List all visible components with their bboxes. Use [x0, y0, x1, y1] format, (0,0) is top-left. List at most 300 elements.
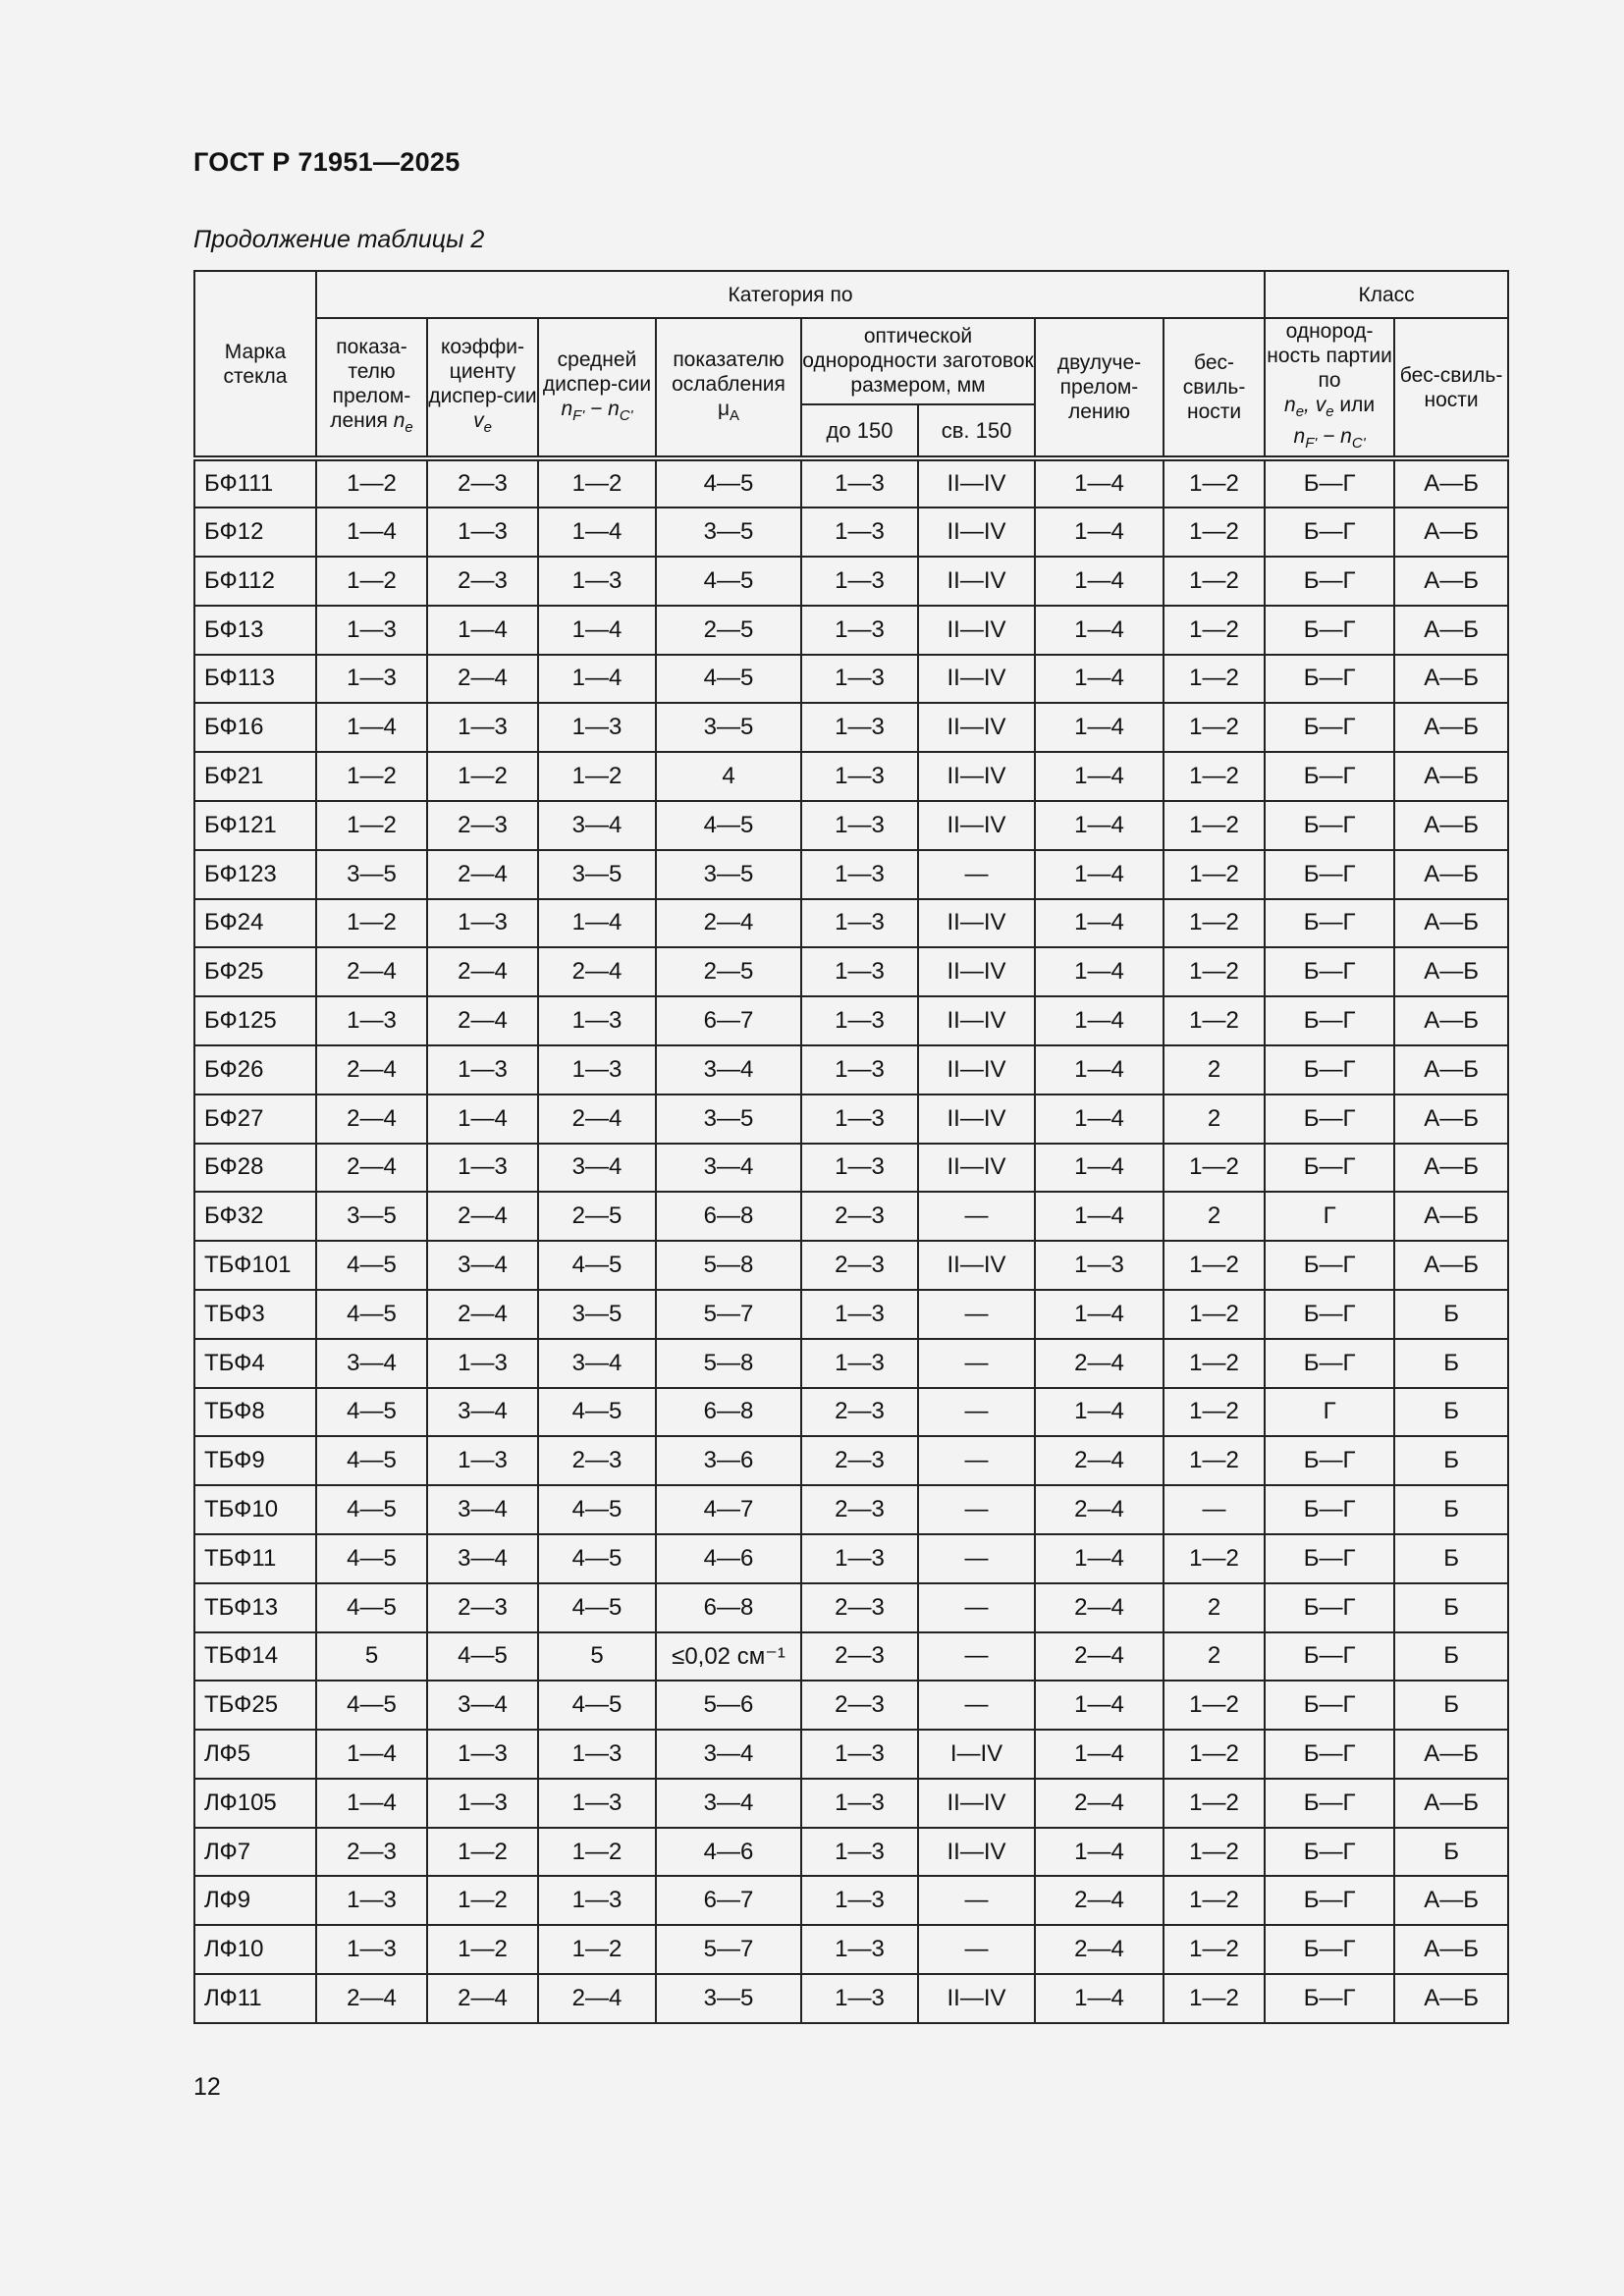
table-cell: Б—Г [1265, 1045, 1394, 1095]
table-cell: 3—4 [656, 1144, 801, 1193]
table-cell: 4—5 [427, 1632, 538, 1682]
table-cell: 4—5 [656, 458, 801, 507]
table-cell: Б—Г [1265, 1339, 1394, 1388]
table-cell: — [918, 1876, 1035, 1925]
table-body [194, 458, 1508, 2023]
table-cell: II—IV [918, 557, 1035, 606]
table-cell: А—Б [1394, 703, 1508, 752]
table-cell: 4—6 [656, 1534, 801, 1583]
table-cell: 1—4 [1035, 1290, 1164, 1339]
table-cell: Б—Г [1265, 606, 1394, 655]
table-cell: 1—2 [316, 557, 427, 606]
table-cell: 1—4 [1035, 947, 1164, 996]
table-cell: А—Б [1394, 1876, 1508, 1925]
table-cell: 1—2 [1164, 801, 1265, 850]
glass-brand-cell: ЛФ9 [194, 1876, 316, 1925]
table-cell: 1—3 [538, 703, 656, 752]
table-cell: 1—2 [427, 1925, 538, 1974]
table-cell: 1—3 [427, 1045, 538, 1095]
table-cell: 1—3 [427, 1779, 538, 1828]
glass-brand-cell: БФ24 [194, 899, 316, 948]
table-cell: А—Б [1394, 996, 1508, 1045]
table-cell: 1—4 [427, 1095, 538, 1144]
table-cell: 1—2 [1164, 507, 1265, 557]
glass-brand-cell: ТБФ101 [194, 1241, 316, 1290]
table-cell: 2—5 [656, 947, 801, 996]
table-cell: Г [1265, 1388, 1394, 1437]
table-cell: 4—5 [538, 1681, 656, 1730]
table-cell: Б—Г [1265, 1241, 1394, 1290]
table-cell: 2—4 [1035, 1779, 1164, 1828]
table-cell: Б—Г [1265, 557, 1394, 606]
table-cell: 1—3 [801, 507, 918, 557]
table-cell: 1—4 [1035, 1828, 1164, 1877]
glass-brand-cell: БФ123 [194, 850, 316, 899]
table-cell: Б—Г [1265, 1632, 1394, 1682]
table-cell: 2—4 [1035, 1583, 1164, 1632]
table-cell: 2—3 [801, 1583, 918, 1632]
table-cell: 4—5 [316, 1681, 427, 1730]
table-cell: 2—4 [316, 1045, 427, 1095]
table-cell: 5 [538, 1632, 656, 1682]
table-cell: Б [1394, 1290, 1508, 1339]
table-cell: 4—5 [656, 801, 801, 850]
table-cell: 1—3 [801, 1876, 918, 1925]
table-cell: II—IV [918, 1241, 1035, 1290]
table-row [194, 1876, 1508, 1925]
table-cell: 1—3 [427, 1339, 538, 1388]
table-cell: ≤0,02 см⁻¹ [656, 1632, 801, 1682]
table-cell: 1—2 [316, 752, 427, 801]
table-cell: 1—3 [427, 507, 538, 557]
table-cell: 1—4 [538, 655, 656, 704]
table-cell: Б—Г [1265, 1095, 1394, 1144]
table-cell: 4—5 [656, 557, 801, 606]
table-cell: 3—4 [538, 1144, 656, 1193]
table-cell: II—IV [918, 1974, 1035, 2023]
table-cell: 1—2 [1164, 899, 1265, 948]
document-title: ГОСТ Р 71951—2025 [193, 147, 460, 177]
glass-brand-cell: БФ27 [194, 1095, 316, 1144]
table-cell: А—Б [1394, 1241, 1508, 1290]
table-cell: Б—Г [1265, 1290, 1394, 1339]
table-cell: 1—4 [1035, 1095, 1164, 1144]
table-cell: 1—2 [1164, 1534, 1265, 1583]
table-cell: — [918, 1290, 1035, 1339]
table-cell: II—IV [918, 1045, 1035, 1095]
table-row [194, 1974, 1508, 2023]
table-cell: 4—5 [316, 1485, 427, 1534]
table-cell: 5—8 [656, 1241, 801, 1290]
header-bubbles: бес-свиль-ности [1164, 318, 1265, 458]
table-cell: 4 [656, 752, 801, 801]
table-cell: 1—3 [427, 1144, 538, 1193]
table-row [194, 1290, 1508, 1339]
glass-brand-cell: БФ113 [194, 655, 316, 704]
table-cell: 1—4 [1035, 801, 1164, 850]
table-cell: 1—3 [801, 1779, 918, 1828]
table-cell: Г [1265, 1192, 1394, 1241]
table-cell: Б—Г [1265, 1485, 1394, 1534]
header-attenuation: показателю ослабления $\mu_A$ [656, 318, 801, 458]
table-cell: Б [1394, 1388, 1508, 1437]
table-cell: 1—2 [1164, 1241, 1265, 1290]
table-cell: 1—2 [1164, 1388, 1265, 1437]
table-cell: 2 [1164, 1632, 1265, 1682]
table-cell: 2—4 [427, 1974, 538, 2023]
table-cell: 4—5 [538, 1534, 656, 1583]
table-caption: Продолжение таблицы 2 [193, 226, 485, 253]
table-cell: 1—3 [801, 801, 918, 850]
table-cell: 1—3 [538, 1045, 656, 1095]
table-cell: II—IV [918, 606, 1035, 655]
glass-brand-cell: БФ121 [194, 801, 316, 850]
table-cell: 1—3 [316, 996, 427, 1045]
table-cell: 1—3 [538, 1779, 656, 1828]
table-cell: 3—5 [656, 850, 801, 899]
table-cell: 3—4 [427, 1241, 538, 1290]
table-row [194, 1632, 1508, 1682]
table-cell: А—Б [1394, 1925, 1508, 1974]
glass-brand-cell: БФ16 [194, 703, 316, 752]
table-cell: 2—4 [316, 1974, 427, 2023]
glass-brand-cell: ТБФ11 [194, 1534, 316, 1583]
table-cell: 1—3 [801, 606, 918, 655]
table-cell: 1—4 [1035, 606, 1164, 655]
table-row [194, 850, 1508, 899]
glass-brand-cell: БФ112 [194, 557, 316, 606]
table-cell: 3—4 [538, 801, 656, 850]
table-row [194, 557, 1508, 606]
table-cell: 3—4 [656, 1045, 801, 1095]
table-cell: 1—2 [1164, 1876, 1265, 1925]
table-cell: — [918, 1925, 1035, 1974]
table-cell: 1—2 [1164, 1828, 1265, 1877]
table-cell: — [918, 1436, 1035, 1485]
table-row [194, 947, 1508, 996]
table-cell: А—Б [1394, 801, 1508, 850]
table-cell: Б—Г [1265, 703, 1394, 752]
table-cell: I—IV [918, 1730, 1035, 1779]
table-cell: 1—3 [801, 1828, 918, 1877]
table-cell: II—IV [918, 801, 1035, 850]
table-row [194, 1144, 1508, 1193]
table-cell: 2—4 [1035, 1485, 1164, 1534]
table-cell: 2—4 [1035, 1876, 1164, 1925]
table-row [194, 1534, 1508, 1583]
table-cell: 1—4 [316, 1730, 427, 1779]
header-birefringence: двулуче-прелом-лению [1035, 318, 1164, 458]
page-number: 12 [193, 2073, 221, 2101]
table-row [194, 1681, 1508, 1730]
table-cell: 3—4 [427, 1485, 538, 1534]
table-cell: 1—3 [316, 1925, 427, 1974]
table-cell: Б—Г [1265, 947, 1394, 996]
table-cell: 4—5 [316, 1583, 427, 1632]
table-row [194, 458, 1508, 507]
table-cell: 6—7 [656, 1876, 801, 1925]
table-cell: 4—5 [538, 1583, 656, 1632]
table-row [194, 655, 1508, 704]
table-cell: 1—2 [1164, 1730, 1265, 1779]
table-cell: — [918, 1388, 1035, 1437]
table-row [194, 996, 1508, 1045]
table-cell: 1—2 [1164, 703, 1265, 752]
table-cell: 2—3 [801, 1436, 918, 1485]
table-cell: 2—4 [316, 1144, 427, 1193]
table-cell: 1—3 [801, 752, 918, 801]
table-cell: 1—3 [316, 655, 427, 704]
table-cell: А—Б [1394, 1045, 1508, 1095]
glass-brand-cell: ТБФ8 [194, 1388, 316, 1437]
glass-brand-cell: ТБФ13 [194, 1583, 316, 1632]
table-cell: 2—4 [427, 1290, 538, 1339]
table-cell: 4—5 [316, 1388, 427, 1437]
glass-brand-cell: БФ125 [194, 996, 316, 1045]
table-cell: 1—2 [316, 801, 427, 850]
table-cell: 1—4 [316, 507, 427, 557]
table-cell: А—Б [1394, 899, 1508, 948]
glass-brand-cell: ТБФ14 [194, 1632, 316, 1682]
table-cell: — [918, 1681, 1035, 1730]
table-row [194, 1925, 1508, 1974]
table-cell: 1—2 [316, 899, 427, 948]
glass-spec-table [193, 270, 1509, 2024]
table-cell: 2—4 [538, 1095, 656, 1144]
table-cell: 2—3 [427, 557, 538, 606]
glass-brand-cell: БФ32 [194, 1192, 316, 1241]
table-cell: А—Б [1394, 947, 1508, 996]
table-cell: 3—5 [656, 507, 801, 557]
table-cell: Б [1394, 1485, 1508, 1534]
glass-brand-cell: ЛФ105 [194, 1779, 316, 1828]
table-cell: 1—4 [1035, 1974, 1164, 2023]
table-cell: II—IV [918, 1828, 1035, 1877]
table-cell: 1—2 [1164, 1436, 1265, 1485]
table-cell: 1—4 [1035, 507, 1164, 557]
table-cell: II—IV [918, 1144, 1035, 1193]
table-cell: — [918, 1485, 1035, 1534]
table-row [194, 507, 1508, 557]
table-cell: 2—3 [801, 1241, 918, 1290]
table-cell: 2—3 [801, 1388, 918, 1437]
table-cell: Б—Г [1265, 1925, 1394, 1974]
table-cell: II—IV [918, 996, 1035, 1045]
table-cell: 1—2 [538, 1828, 656, 1877]
table-cell: 1—2 [1164, 1779, 1265, 1828]
glass-brand-cell: БФ13 [194, 606, 316, 655]
table-cell: Б—Г [1265, 996, 1394, 1045]
table-cell: А—Б [1394, 606, 1508, 655]
table-cell: 1—3 [538, 996, 656, 1045]
header-class-homogeneity: однород-ность партии по $n_e$, $v_e$ или $n_{F'} - n_{C'}$ [1265, 318, 1394, 458]
table-cell: 1—4 [1035, 899, 1164, 948]
table-cell: 1—4 [1035, 1388, 1164, 1437]
table-cell: 3—6 [656, 1436, 801, 1485]
table-cell: 1—2 [1164, 458, 1265, 507]
table-cell: 2—4 [427, 655, 538, 704]
table-cell: 2—3 [427, 458, 538, 507]
table-cell: 1—3 [801, 703, 918, 752]
table-cell: 2 [1164, 1583, 1265, 1632]
glass-brand-cell: ТБФ3 [194, 1290, 316, 1339]
table-cell: 1—2 [1164, 606, 1265, 655]
table-cell: 1—3 [801, 1144, 918, 1193]
glass-brand-cell: ЛФ7 [194, 1828, 316, 1877]
table-row [194, 899, 1508, 948]
table-cell: 3—4 [427, 1388, 538, 1437]
table-cell: 6—7 [656, 996, 801, 1045]
table-cell: 5—7 [656, 1925, 801, 1974]
table-cell: 2—3 [801, 1192, 918, 1241]
table-cell: 4—6 [656, 1828, 801, 1877]
table-cell: 1—3 [427, 1436, 538, 1485]
table-cell: II—IV [918, 947, 1035, 996]
table-cell: 1—4 [1035, 1192, 1164, 1241]
table-row [194, 1095, 1508, 1144]
table-cell: 1—2 [1164, 752, 1265, 801]
table-row [194, 1730, 1508, 1779]
table-cell: 1—2 [316, 458, 427, 507]
table-cell: 1—3 [801, 1974, 918, 2023]
table-cell: 1—2 [1164, 1681, 1265, 1730]
table-cell: Б—Г [1265, 1876, 1394, 1925]
table-cell: — [918, 1192, 1035, 1241]
table-cell: 1—3 [801, 947, 918, 996]
table-cell: — [918, 1632, 1035, 1682]
table-cell: 6—8 [656, 1583, 801, 1632]
table-cell: 3—4 [316, 1339, 427, 1388]
table-cell: 2 [1164, 1095, 1265, 1144]
table-cell: 5 [316, 1632, 427, 1682]
table-cell: Б—Г [1265, 1681, 1394, 1730]
header-homogeneity: оптической однородности заготовок размером, мм [801, 318, 1035, 404]
table-cell: 1—3 [801, 899, 918, 948]
table-cell: 1—4 [1035, 703, 1164, 752]
table-cell: II—IV [918, 1095, 1035, 1144]
table-cell: 4—5 [538, 1241, 656, 1290]
table-cell: 2—3 [427, 1583, 538, 1632]
table-cell: II—IV [918, 703, 1035, 752]
table-cell: 1—3 [801, 1095, 918, 1144]
table-cell: 1—3 [801, 1290, 918, 1339]
table-cell: 1—4 [1035, 557, 1164, 606]
table-row [194, 801, 1508, 850]
table-cell: 2—4 [1035, 1436, 1164, 1485]
table-cell: 2—4 [538, 1974, 656, 2023]
table-cell: 3—5 [656, 703, 801, 752]
table-cell: Б [1394, 1534, 1508, 1583]
table-cell: Б [1394, 1828, 1508, 1877]
table-cell: Б—Г [1265, 655, 1394, 704]
table-cell: 3—4 [656, 1730, 801, 1779]
table-cell: 3—4 [538, 1339, 656, 1388]
table-cell: 1—3 [316, 1876, 427, 1925]
table-cell: А—Б [1394, 507, 1508, 557]
table-cell: А—Б [1394, 1144, 1508, 1193]
table-row [194, 1388, 1508, 1437]
table-cell: 1—3 [801, 1730, 918, 1779]
table-cell: 1—3 [801, 1925, 918, 1974]
table-cell: 1—2 [1164, 557, 1265, 606]
table-cell: 1—2 [427, 752, 538, 801]
table-cell: А—Б [1394, 1095, 1508, 1144]
table-cell: Б—Г [1265, 1583, 1394, 1632]
table-cell: 1—4 [538, 606, 656, 655]
header-over-150: св. 150 [918, 404, 1035, 459]
table-cell: 2—4 [427, 996, 538, 1045]
table-cell: 1—4 [1035, 1534, 1164, 1583]
table-cell: 1—4 [316, 703, 427, 752]
table-cell: Б—Г [1265, 1779, 1394, 1828]
header-class-bubbles: бес-свиль-ности [1394, 318, 1508, 458]
table-cell: 1—4 [1035, 655, 1164, 704]
table-cell: 1—3 [801, 655, 918, 704]
table-cell: 3—4 [656, 1779, 801, 1828]
table-cell: 1—4 [427, 606, 538, 655]
table-cell: 1—3 [1035, 1241, 1164, 1290]
table-cell: 2—4 [656, 899, 801, 948]
table-cell: 1—4 [538, 507, 656, 557]
table-cell: Б—Г [1265, 1436, 1394, 1485]
table-cell: 4—5 [538, 1388, 656, 1437]
table-cell: II—IV [918, 458, 1035, 507]
table-cell: 1—2 [1164, 1144, 1265, 1193]
glass-brand-cell: БФ21 [194, 752, 316, 801]
table-row [194, 752, 1508, 801]
table-cell: 2—5 [656, 606, 801, 655]
table-row [194, 1241, 1508, 1290]
table-cell: 2—4 [1035, 1632, 1164, 1682]
table-cell: 2—3 [316, 1828, 427, 1877]
table-cell: 2—3 [801, 1681, 918, 1730]
table-cell: 6—8 [656, 1192, 801, 1241]
table-cell: 1—2 [427, 1828, 538, 1877]
table-cell: 1—3 [427, 703, 538, 752]
table-cell: 2—5 [538, 1192, 656, 1241]
table-cell: 1—3 [538, 1876, 656, 1925]
table-cell: 3—5 [316, 1192, 427, 1241]
table-cell: 1—4 [1035, 458, 1164, 507]
table-cell: 4—5 [316, 1290, 427, 1339]
table-cell: 1—4 [1035, 1045, 1164, 1095]
header-dispersion-coef: коэффи-циенту диспер-сии $v_e$ [427, 318, 538, 458]
table-cell: 1—2 [1164, 1290, 1265, 1339]
table-row [194, 1583, 1508, 1632]
glass-brand-cell: ЛФ5 [194, 1730, 316, 1779]
table-cell: 3—5 [316, 850, 427, 899]
table-cell: 2—4 [538, 947, 656, 996]
table-cell: А—Б [1394, 458, 1508, 507]
table-cell: 4—7 [656, 1485, 801, 1534]
table-cell: 6—8 [656, 1388, 801, 1437]
table-cell: — [918, 1583, 1035, 1632]
table-cell: 1—3 [538, 1730, 656, 1779]
table-cell: 1—4 [1035, 850, 1164, 899]
table-cell: 2—3 [801, 1632, 918, 1682]
glass-brand-cell: ТБФ25 [194, 1681, 316, 1730]
table-cell: 1—3 [427, 899, 538, 948]
table-cell: 2—4 [427, 850, 538, 899]
header-refraction: показа-телю прелом-ления $n_e$ [316, 318, 427, 458]
table-cell: Б [1394, 1632, 1508, 1682]
table-row [194, 606, 1508, 655]
table-cell: II—IV [918, 899, 1035, 948]
table-cell: Б—Г [1265, 1534, 1394, 1583]
table-row [194, 1436, 1508, 1485]
table-cell: Б [1394, 1583, 1508, 1632]
table-cell: 1—3 [801, 458, 918, 507]
